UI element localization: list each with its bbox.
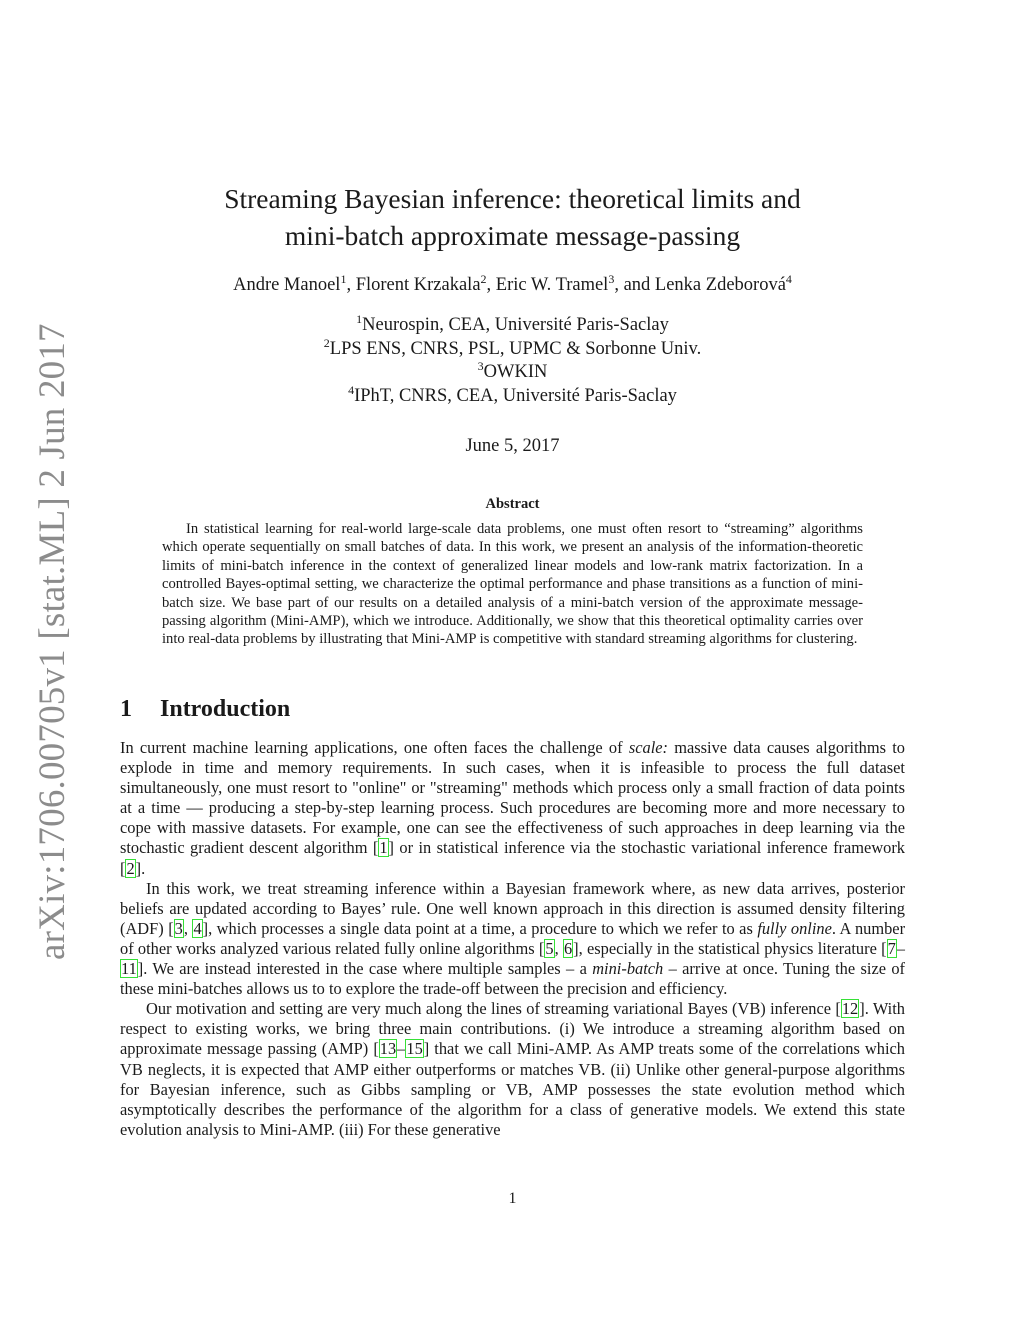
text-run: . With respect to existing works, we bring three main contributions. (i) We introduce a streaming algorithm based on approximate message passing (AMP) xyxy=(120,999,905,1059)
text-run: In this work, we treat streaming inference within a Bayesian framework where, as new data arrives, posterior beliefs are updated according to Bayes’ rule. One well known approach in this direction is assumed density filtering (ADF) xyxy=(120,878,905,938)
section-heading-introduction xyxy=(120,696,290,723)
text-run: , xyxy=(554,938,563,958)
author-separator: , xyxy=(486,275,496,295)
affiliation-mark: 2 xyxy=(323,335,330,350)
citation-link[interactable]: 15 xyxy=(406,1039,423,1059)
affiliation-line xyxy=(120,335,905,362)
author-affiliation-mark: 4 xyxy=(785,272,792,286)
citation-link[interactable]: 1 xyxy=(379,838,388,858)
section-number: 1 xyxy=(120,696,132,722)
emphasis-text: mini-batch xyxy=(592,959,664,979)
citation-link[interactable]: 6 xyxy=(563,938,573,958)
text-run: In current machine learning applications, one often faces the challenge of xyxy=(120,738,629,757)
arxiv-identifier-stamp: arXiv:1706.00705v1 [stat.ML] 2 Jun 2017 xyxy=(32,323,73,960)
paragraph-1: In current machine learning applications, one often faces the challenge of scale: massive data causes algorithms to explode in time and memory requirements. In such cases, when it is infeasible to process the full dataset simultaneously, one must resort to "online" or "streaming" methods which process only a small fraction of data points at a time — producing a step-by-step learning process. Such procedures are becoming more and more necessary to cope with massive datasets. For example, one can see the effectiveness of such approaches in deep learning via the stochastic gradient descent algorithm [1] or in statistical inference via the stochastic variational inference framework [2]. xyxy=(120,738,905,878)
text-run: , xyxy=(183,918,193,938)
text-run: – xyxy=(896,938,905,958)
affiliation-mark: 4 xyxy=(348,382,355,397)
citation-link[interactable]: 7 xyxy=(887,938,896,958)
author-separator: , xyxy=(346,275,356,295)
author-affiliation-mark: 2 xyxy=(480,272,487,286)
author-name: Eric W. Tramel xyxy=(495,275,609,295)
text-run: Our motivation and setting are very much along the lines of streaming variational Bayes (VB) inference xyxy=(146,999,836,1019)
affiliation-text: IPhT, CNRS, CEA, Université Paris-Saclay xyxy=(354,385,677,406)
affiliation-line xyxy=(120,382,905,409)
text-run: massive data causes algorithms to explode in time and memory requirements. In such cases, when it is infeasible to process the full dataset simultaneously, one must resort to "online" or "streaming" methods which process only a small fraction of data points at a time — producing a step-by-step learning process. Such procedures are becoming more and more necessary to cope with massive datasets. For example, one can see the effectiveness of such approaches in deep learning via the stochastic gradient descent algorithm xyxy=(120,738,905,858)
text-run: , especially in the statistical physics literature xyxy=(578,938,882,958)
author-name: Florent Krzakala xyxy=(355,275,481,295)
text-run: , which processes a single data point at a time, a procedure to which we refer to as xyxy=(208,918,758,938)
title-line-1: Streaming Bayesian inference: theoretical limits and xyxy=(224,183,801,214)
text-run: or in statistical inference via the stochastic variational inference framework xyxy=(394,838,905,858)
author-separator: , and xyxy=(614,275,655,295)
citation-link[interactable]: 3 xyxy=(174,918,183,938)
text-run: . We are instead interested in the case where multiple samples – a xyxy=(143,959,593,979)
text-run: that we call Mini-AMP. As AMP treats some of the correlations which VB neglects, it is expected that AMP either outperforms or matches VB. (ii) Unlike other general-purpose algorithms for Bayesian inference, such as Gibbs sampling or VB, AMP possesses the state evolution method which asymptotically describes the performance of the algorithm for a class of generative models. We extend this state evolution analysis to Mini-AMP. (iii) For these generative xyxy=(120,1039,905,1139)
paragraph-2: In this work, we treat streaming inference within a Bayesian framework where, as new data arrives, posterior beliefs are updated according to Bayes’ rule. One well known approach in this direction is assumed density filtering (ADF) [3, 4], which processes a single data point at a time, a procedure to which we refer to as fully online. A number of other works analyzed various related fully online algorithms [5, 6], especially in the statistical physics literature [7–11]. We are instead interested in the case where multiple samples – a mini-batch – arrive at once. Tuning the size of these mini-batches allows us to to explore the trade-off between the precision and efficiency. xyxy=(120,878,906,999)
citation-link[interactable]: 12 xyxy=(841,999,859,1019)
affiliation-line xyxy=(120,361,905,385)
affiliation-line xyxy=(120,314,905,338)
citation-link[interactable]: 4 xyxy=(193,918,202,938)
author-affiliation-mark: 3 xyxy=(608,272,615,286)
publication-date: June 5, 2017 xyxy=(465,436,560,456)
author-name: Lenka Zdeborová xyxy=(654,275,786,295)
citation-link[interactable]: 11 xyxy=(121,959,137,979)
section-title: Introduction xyxy=(160,696,291,722)
author-list xyxy=(120,273,905,297)
text-run: – xyxy=(397,1039,406,1059)
affiliation-mark: 3 xyxy=(477,359,484,373)
abstract-text: In statistical learning for real-world large-scale data problems, one must often resort to “streaming” algorithms which operate sequentially on small batches of data. In this work, we present an analysis of the information-theoretic limits of mini-batch inference in the context of generalized linear models and low-rank matrix factorization. In a controlled Bayes-optimal setting, we characterize the optimal performance and phase transitions as a function of mini-batch size. We base part of our results on a detailed analysis of a mini-batch version of the approximate message-passing algorithm (Mini-AMP), which we introduce. Additionally, we show that this theoretical optimality carries over into real-data problems by illustrating that Mini-AMP is competitive with standard streaming algorithms for clustering. xyxy=(162,521,863,648)
affiliation-list xyxy=(120,314,905,408)
affiliation-text: LPS ENS, CNRS, PSL, UPMC & Sorbonne Univ. xyxy=(329,338,702,359)
page-number: 1 xyxy=(508,1190,517,1207)
text-run: . A number of other works analyzed various related fully online algorithms xyxy=(120,918,906,958)
paragraph-3: Our motivation and setting are very much along the lines of streaming variational Bayes (VB) inference [12]. With respect to existing works, we bring three main contributions. (i) We introduce a streaming algorithm based on approximate message passing (AMP) [13–15] that we call Mini-AMP. As AMP treats some of the correlations which VB neglects, it is expected that AMP either outperforms or matches VB. (ii) Unlike other general-purpose algorithms for Bayesian inference, such as Gibbs sampling or VB, AMP possesses the state evolution method which asymptotically describes the performance of the algorithm for a class of generative models. We extend this state evolution analysis to Mini-AMP. (iii) For these generative xyxy=(120,999,905,1139)
citation-link[interactable]: 2 xyxy=(126,858,135,878)
affiliation-text: Neurospin, CEA, Université Paris-Saclay xyxy=(362,315,669,335)
emphasis-text: scale: xyxy=(628,738,668,757)
abstract-heading: Abstract xyxy=(485,496,540,512)
author-affiliation-mark: 1 xyxy=(340,272,347,286)
citation-link[interactable]: 5 xyxy=(545,938,554,958)
affiliation-mark: 1 xyxy=(356,312,363,326)
text-run: . xyxy=(141,858,146,878)
emphasis-text: fully online xyxy=(757,918,832,938)
title-line-2: mini-batch approximate message-passing xyxy=(284,220,741,251)
paper-title xyxy=(120,180,905,254)
author-name: Andre Manoel xyxy=(233,275,341,295)
affiliation-text: OWKIN xyxy=(483,362,548,382)
text-run: – arrive at once. Tuning the size of these mini-batches allows us to to explore the trade-off between the precision and efficiency. xyxy=(120,959,905,999)
citation-link[interactable]: 13 xyxy=(379,1039,397,1059)
introduction-body xyxy=(120,738,905,1140)
